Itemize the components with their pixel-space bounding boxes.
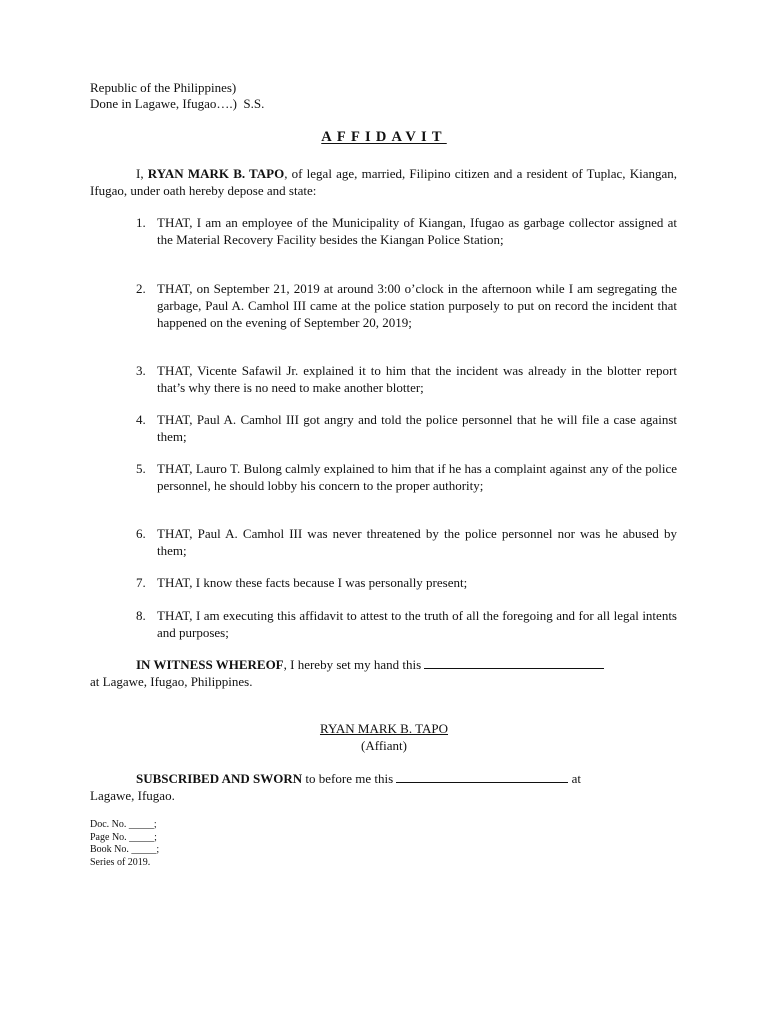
statement-text: THAT, on September 21, 2019 at around 3:00 o’clock in the afternoon while I am segregating the garbage, Paul A. Camhol III came at the police station purposely to put on record the incident that happened on the evening of September 20, 2019; [157,281,677,330]
statement-number: 8. [136,608,146,623]
statement-number: 4. [136,412,146,427]
book-number: Book No. _____; [90,844,160,856]
witness-date-blank[interactable] [424,656,604,669]
statement-text: THAT, I know these facts because I was personally present; [157,575,468,590]
statement-item [136,411,677,445]
venue-line-2: Done in Lagawe, Ifugao….) S.S. [90,96,265,111]
witness-text: , I hereby set my hand this [283,657,422,672]
statement-text: THAT, Paul A. Camhol III was never threatened by the police personnel nor was he abused by them; [157,526,677,558]
affiant-role: (Affiant) [361,738,407,753]
statement-text: THAT, I am executing this affidavit to attest to the truth of all the foregoing and for all legal intents and purposes; [157,608,677,640]
jurat-heading: SUBSCRIBED AND SWORN [136,771,303,786]
venue-block [90,80,264,112]
statement-text: THAT, Paul A. Camhol III got angry and told the police personnel that he will file a case against them; [157,412,677,444]
intro-paragraph [90,165,677,199]
statement-number: 7. [136,575,146,590]
statement-text: THAT, Lauro T. Bulong calmly explained to him that if he has a complaint against any of the police personnel, he should lobby his concern to the proper authority; [157,461,677,493]
intro-text: , of legal age, married, Filipino citizen and a resident of Tuplac, Kiangan, Ifugao, under oath hereby depose and state: [90,166,677,198]
intro-prefix: I, [136,166,148,181]
statement-item [136,574,677,591]
witness-paragraph [90,656,677,690]
statement-item [136,460,677,494]
statement-item [136,362,677,396]
statement-item [136,280,677,331]
doc-number: Doc. No. _____; [90,819,157,830]
statement-text: THAT, I am an employee of the Municipality of Kiangan, Ifugao as garbage collector assigned at the Material Recovery Facility besides the Kiangan Police Station; [157,215,677,247]
statement-item [136,214,677,248]
jurat-paragraph [90,770,677,804]
statement-item [136,525,677,559]
document-title [0,129,768,146]
jurat-text: to before me this [302,771,394,786]
series-year: Series of 2019. [90,856,151,868]
page-number: Page No. _____; [90,831,157,843]
jurat-at: at [571,771,582,786]
affiant-name-intro: RYAN MARK B. TAPO [147,166,285,181]
statement-text: THAT, Vicente Safawil Jr. explained it to him that the incident was already in the blotter report that’s why there is no need to make another blotter; [157,363,677,395]
witness-heading: IN WITNESS WHEREOF [136,657,284,672]
statement-number: 3. [136,363,146,378]
venue-line-1: Republic of the Philippines) [90,80,237,95]
notarial-register [90,819,159,869]
statement-number: 6. [136,526,146,541]
statement-number: 2. [136,281,146,296]
witness-location: at Lagawe, Ifugao, Philippines. [90,674,253,689]
statement-number: 5. [136,461,146,476]
jurat-date-blank[interactable] [396,770,568,783]
statement-number: 1. [136,215,146,230]
affiant-signature-block [0,720,768,754]
document-title-text: AFFIDAVIT [321,129,447,145]
jurat-location: Lagawe, Ifugao. [90,788,175,803]
statement-item [136,607,677,641]
affiant-signature-name: RYAN MARK B. TAPO [319,721,449,736]
